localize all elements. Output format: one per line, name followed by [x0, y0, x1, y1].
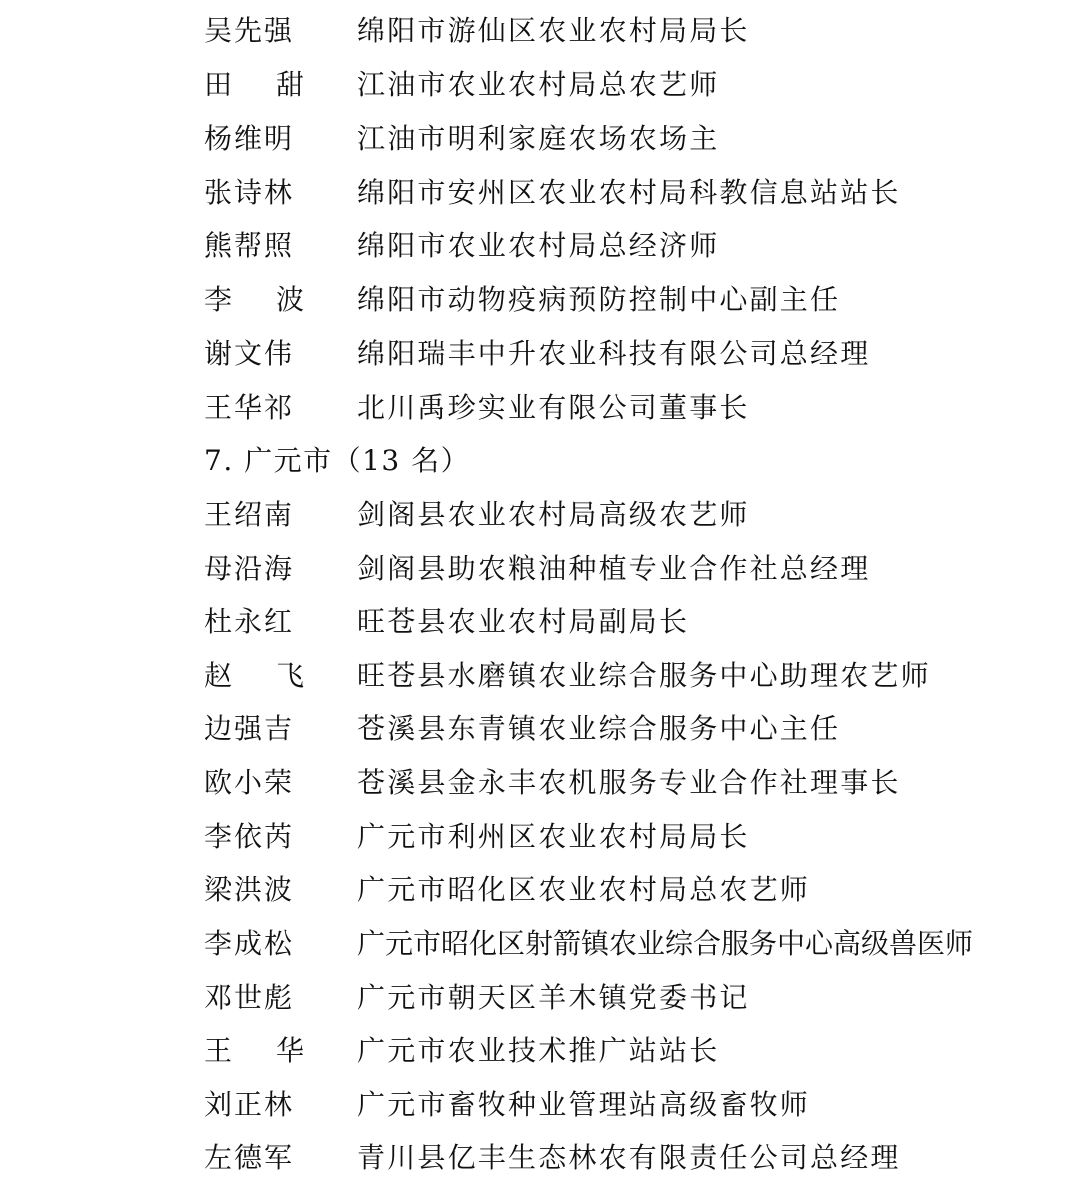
list-item: [0, 272, 1080, 326]
list-item: [0, 218, 1080, 272]
list-item: [0, 862, 1080, 916]
person-name: 谢文伟: [204, 337, 295, 370]
person-name: 熊帮照: [204, 229, 295, 262]
section-heading-row: [0, 433, 1080, 487]
person-title: 青川县亿丰生态林农有限责任公司总经理: [357, 1141, 901, 1174]
person-title: 江油市明利家庭农场农场主: [357, 122, 720, 155]
list-item: [0, 487, 1080, 541]
person-title: 广元市畜牧种业管理站高级畜牧师: [357, 1088, 811, 1121]
person-name: 母沿海: [204, 552, 295, 585]
list-item: [0, 541, 1080, 595]
list-item: [0, 3, 1080, 57]
person-title: 旺苍县农业农村局副局长: [357, 605, 690, 638]
person-title: 苍溪县金永丰农机服务专业合作社理事长: [357, 766, 901, 799]
list-item: [0, 1130, 1080, 1184]
person-title: 广元市农业技术推广站站长: [357, 1034, 720, 1067]
person-name: 梁洪波: [204, 873, 295, 906]
list-item: [0, 809, 1080, 863]
person-title: 北川禹珍实业有限公司董事长: [357, 391, 750, 424]
person-name: 边强吉: [204, 712, 295, 745]
person-title: 苍溪县东青镇农业综合服务中心主任: [357, 712, 841, 745]
person-name: 李波: [204, 283, 349, 316]
person-name: 杜永红: [204, 605, 295, 638]
person-name: 左德军: [204, 1141, 295, 1174]
person-name: 王绍南: [204, 498, 295, 531]
list-item: [0, 57, 1080, 111]
person-title: 江油市农业农村局总农艺师: [357, 68, 720, 101]
person-title: 旺苍县水磨镇农业综合服务中心助理农艺师: [357, 659, 931, 692]
list-item: [0, 165, 1080, 219]
person-name: 王华祁: [204, 391, 295, 424]
person-title: 绵阳市游仙区农业农村局局长: [357, 14, 750, 47]
person-name: 张诗林: [204, 176, 295, 209]
person-name: 李成松: [204, 927, 295, 960]
person-name: 赵飞: [204, 659, 349, 692]
list-item: [0, 111, 1080, 165]
person-title: 剑阁县助农粮油种植专业合作社总经理: [357, 552, 871, 585]
person-title: 绵阳市农业农村局总经济师: [357, 229, 720, 262]
person-title: 绵阳瑞丰中升农业科技有限公司总经理: [357, 337, 871, 370]
person-title: 广元市朝天区羊木镇党委书记: [357, 981, 750, 1014]
person-name: 李依芮: [204, 820, 295, 853]
list-item: [0, 970, 1080, 1024]
person-name: 田甜: [204, 68, 349, 101]
list-item: [0, 594, 1080, 648]
person-name: 欧小荣: [204, 766, 295, 799]
person-title: 绵阳市动物疫病预防控制中心副主任: [357, 283, 841, 316]
person-title: 广元市利州区农业农村局局长: [357, 820, 750, 853]
person-name: 王华: [204, 1034, 349, 1067]
list-item: [0, 648, 1080, 702]
person-name: 刘正林: [204, 1088, 295, 1121]
list-item: [0, 916, 1080, 970]
section-heading: 7. 广元市（13 名）: [204, 444, 471, 477]
person-name: 杨维明: [204, 122, 295, 155]
list-item: [0, 755, 1080, 809]
person-title: 剑阁县农业农村局高级农艺师: [357, 498, 750, 531]
list-item: [0, 1077, 1080, 1131]
list-item: [0, 326, 1080, 380]
list-item: [0, 1023, 1080, 1077]
person-title: 广元市昭化区农业农村局总农艺师: [357, 873, 811, 906]
person-name: 吴先强: [204, 14, 295, 47]
list-item: [0, 701, 1080, 755]
list-item: [0, 380, 1080, 434]
person-title: 绵阳市安州区农业农村局科教信息站站长: [357, 176, 901, 209]
person-name: 邓世彪: [204, 981, 295, 1014]
person-title: 广元市昭化区射箭镇农业综合服务中心高级兽医师: [357, 927, 974, 960]
